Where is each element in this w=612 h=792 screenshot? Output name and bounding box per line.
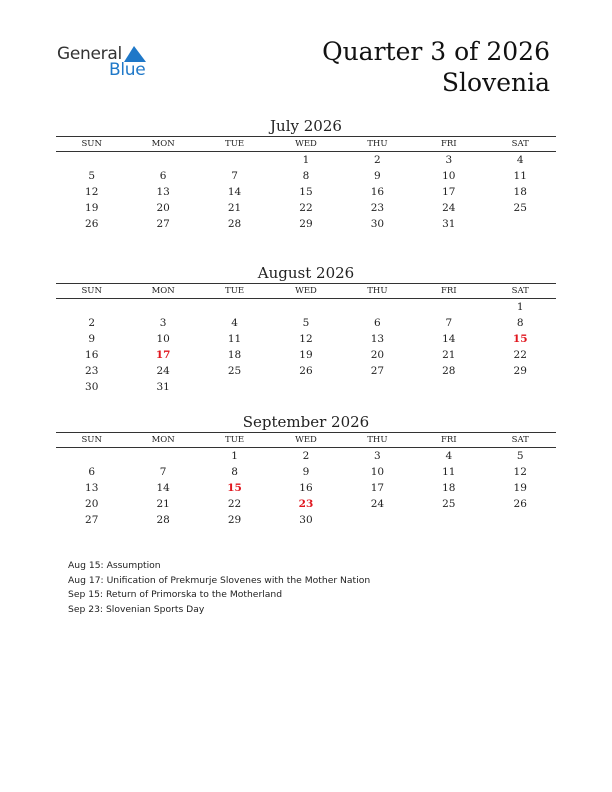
day-cell: [485, 379, 556, 395]
week-row: [56, 184, 556, 200]
country-name: Slovenia: [441, 68, 550, 97]
weekday-label: SAT: [511, 139, 529, 149]
day-cell: 14: [156, 482, 170, 494]
holiday-day-cell: 17: [155, 349, 171, 361]
weekday-label: FRI: [440, 286, 457, 296]
day-cell: 28: [227, 218, 242, 230]
day-cell: 1: [302, 154, 310, 166]
day-cell: 26: [299, 365, 313, 377]
day-cell: 19: [85, 202, 99, 214]
day-cell: 22: [227, 498, 242, 510]
weekday-label: MON: [151, 286, 175, 296]
week-row: [56, 299, 556, 315]
day-cell: 13: [85, 482, 99, 494]
day-cell: 9: [374, 170, 381, 182]
week-row: [56, 168, 556, 184]
day-cell: 8: [302, 170, 310, 182]
week-row: [56, 464, 556, 480]
holiday-day-cell: 23: [298, 498, 314, 510]
day-cell: 11: [442, 466, 456, 478]
day-cell: 27: [156, 218, 170, 230]
day-cell: 21: [227, 202, 242, 214]
week-row: [56, 480, 556, 496]
day-cell: 4: [445, 450, 453, 462]
month-title: September 2026: [242, 413, 370, 431]
day-cell: 12: [513, 466, 527, 478]
week-row: [56, 448, 556, 464]
week-row: [56, 496, 556, 512]
day-cell: 3: [374, 450, 381, 462]
weekday-label: THU: [367, 286, 388, 296]
day-cell: [270, 379, 341, 395]
day-cell: 9: [88, 333, 96, 345]
day-cell: [127, 152, 198, 168]
week-row: [56, 200, 556, 216]
day-cell: 24: [442, 202, 456, 214]
day-cell: 3: [159, 317, 167, 329]
day-cell: 28: [442, 365, 456, 377]
weekday-label: MON: [151, 139, 175, 149]
day-cell: 23: [370, 202, 385, 214]
month-july: [56, 116, 556, 232]
weekday-label: SUN: [81, 139, 102, 149]
weekday-label: TUE: [225, 435, 245, 445]
day-cell: [56, 299, 127, 315]
day-cell: 25: [227, 365, 242, 377]
day-cell: [413, 512, 484, 528]
weekday-header: [56, 136, 556, 152]
day-cell: 25: [513, 202, 527, 214]
day-cell: 27: [85, 514, 99, 526]
day-cell: 18: [227, 349, 242, 361]
holiday-notes: [68, 559, 370, 617]
week-row: [56, 331, 556, 347]
day-cell: [342, 299, 413, 315]
weekday-label: SUN: [81, 435, 102, 445]
day-cell: 14: [442, 333, 456, 345]
day-cell: 25: [442, 498, 456, 510]
day-cell: [199, 299, 270, 315]
day-cell: 16: [370, 186, 385, 198]
day-cell: 14: [227, 186, 242, 198]
day-cell: 31: [442, 218, 456, 230]
day-cell: 15: [299, 186, 313, 198]
day-cell: 9: [302, 466, 310, 478]
day-cell: 10: [442, 170, 456, 182]
weekday-label: WED: [295, 435, 317, 445]
holiday-note: Sep 23: Slovenian Sports Day: [68, 603, 205, 615]
day-cell: 18: [513, 186, 527, 198]
day-cell: 17: [442, 186, 456, 198]
day-cell: 27: [370, 365, 385, 377]
week-row: [56, 216, 556, 232]
day-cell: 7: [159, 466, 167, 478]
day-cell: 8: [516, 317, 524, 329]
day-cell: [56, 152, 127, 168]
day-cell: 8: [231, 466, 238, 478]
day-cell: 29: [299, 218, 313, 230]
holiday-note: Aug 15: Assumption: [68, 560, 161, 571]
day-cell: 26: [513, 498, 527, 510]
day-cell: 12: [299, 333, 313, 345]
weekday-label: WED: [295, 286, 317, 296]
day-cell: 21: [442, 349, 456, 361]
day-cell: [342, 512, 413, 528]
day-cell: 1: [516, 301, 524, 313]
day-cell: [56, 448, 127, 464]
week-row: [56, 152, 556, 168]
day-cell: 11: [513, 170, 527, 182]
month-title: July 2026: [270, 117, 342, 135]
week-row: [56, 347, 556, 363]
day-cell: 13: [370, 333, 385, 345]
weekday-label: FRI: [440, 435, 457, 445]
day-cell: [127, 448, 198, 464]
weekday-label: THU: [367, 435, 388, 445]
day-cell: 11: [227, 333, 242, 345]
day-cell: [485, 216, 556, 232]
day-cell: 30: [299, 514, 313, 526]
weekday-label: TUE: [225, 139, 245, 149]
day-cell: 12: [85, 186, 99, 198]
week-row: [56, 363, 556, 379]
day-cell: [413, 379, 484, 395]
holiday-day-cell: 15: [227, 482, 242, 494]
day-cell: [127, 299, 198, 315]
day-cell: 4: [231, 317, 238, 329]
weekday-label: THU: [367, 139, 388, 149]
weekday-label: TUE: [225, 286, 245, 296]
day-cell: 20: [85, 498, 99, 510]
day-cell: 2: [302, 450, 310, 462]
day-cell: 29: [227, 514, 242, 526]
day-cell: 4: [516, 154, 524, 166]
day-cell: 7: [445, 317, 453, 329]
day-cell: 6: [159, 170, 167, 182]
day-cell: 10: [156, 333, 170, 345]
day-cell: 6: [88, 466, 96, 478]
day-cell: 19: [513, 482, 527, 494]
week-row: [56, 315, 556, 331]
day-cell: [270, 299, 341, 315]
holiday-day-cell: 15: [512, 333, 528, 345]
day-cell: 3: [445, 154, 453, 166]
day-cell: 2: [88, 317, 96, 329]
week-row: [56, 379, 556, 395]
day-cell: 16: [85, 349, 99, 361]
weekday-label: SAT: [511, 286, 529, 296]
month-title: August 2026: [257, 264, 355, 282]
logo-general-text: General: [57, 44, 122, 64]
weekday-label: FRI: [440, 139, 457, 149]
day-cell: 30: [85, 381, 99, 393]
day-cell: [485, 512, 556, 528]
day-cell: [413, 299, 484, 315]
day-cell: 24: [370, 498, 385, 510]
day-cell: 7: [231, 170, 238, 182]
day-cell: 31: [156, 381, 170, 393]
month-september: [56, 412, 556, 528]
logo: [57, 42, 167, 82]
page-title: Quarter 3 of 2026: [322, 37, 550, 66]
day-cell: 1: [231, 450, 238, 462]
day-cell: 28: [156, 514, 170, 526]
day-cell: 24: [156, 365, 170, 377]
day-cell: 30: [370, 218, 385, 230]
day-cell: 20: [156, 202, 170, 214]
day-cell: 10: [370, 466, 385, 478]
weekday-label: MON: [151, 435, 175, 445]
day-cell: 5: [302, 317, 310, 329]
day-cell: 5: [88, 170, 96, 182]
day-cell: 22: [513, 349, 527, 361]
logo-blue-text: Blue: [109, 60, 146, 80]
weekday-label: SUN: [81, 286, 102, 296]
week-row: [56, 512, 556, 528]
day-cell: 13: [156, 186, 170, 198]
weekday-label: WED: [295, 139, 317, 149]
day-cell: 23: [85, 365, 99, 377]
day-cell: 19: [299, 349, 313, 361]
day-cell: 5: [516, 450, 524, 462]
day-cell: [342, 379, 413, 395]
holiday-note: Aug 17: Unification of Prekmurje Slovenes with the Mother Nation: [68, 574, 371, 586]
day-cell: 29: [513, 365, 527, 377]
title-block: [322, 36, 550, 98]
month-august: [56, 263, 556, 395]
day-cell: 6: [374, 317, 381, 329]
day-cell: 20: [370, 349, 385, 361]
weekday-header: [56, 283, 556, 299]
holiday-note: Sep 15: Return of Primorska to the Motherland: [68, 589, 283, 600]
day-cell: 22: [299, 202, 313, 214]
day-cell: 21: [156, 498, 170, 510]
weekday-label: SAT: [511, 435, 529, 445]
day-cell: 17: [370, 482, 385, 494]
weekday-header: [56, 432, 556, 448]
day-cell: [199, 152, 270, 168]
day-cell: 18: [442, 482, 456, 494]
day-cell: [199, 379, 270, 395]
day-cell: 16: [299, 482, 313, 494]
day-cell: 26: [85, 218, 99, 230]
day-cell: 2: [374, 154, 381, 166]
